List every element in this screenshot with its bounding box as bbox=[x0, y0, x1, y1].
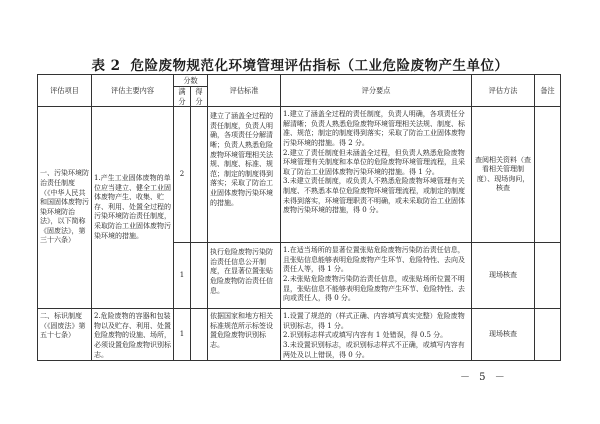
item-cell: 二、标识制度（《固废法》第五十七条） bbox=[38, 309, 92, 361]
got-score-cell bbox=[191, 309, 208, 361]
header-got-score: 得分 bbox=[191, 87, 208, 107]
full-score-cell: 2 bbox=[174, 107, 191, 243]
table-title bbox=[0, 54, 600, 74]
header-points: 评分要点 bbox=[281, 75, 472, 107]
content-cell: 2.危险废物的容器和包装物以及贮存、利用、处置危险废物的设施、场所，必须设置危险废物识别标志。 bbox=[92, 309, 174, 361]
standard-cell: 执行危险废物污染防治责任信息公开制度，在显著位置张贴危险废物防治责任信息。 bbox=[208, 243, 281, 309]
item-cell: 一、污染环境防治责任制度（《中华人民共和国固体废物污染环境防治法》，以下简称《固废法》，第三十六条） bbox=[38, 107, 92, 309]
header-score: 分数 bbox=[174, 75, 208, 87]
header-standard: 评估标准 bbox=[208, 75, 281, 107]
method-cell: 现场核查 bbox=[472, 243, 535, 309]
points-cell: 1.设置了规范的（样式正确、内容填写真实完整）危险废物识别标志，得 1 分。 2.识别标志样式或填写内容有 1 处错误，得 0.5 分。 3.未设置识别标志，或识别标志样式不正确，或填写内容有两处及以上错误，得 0 分。 bbox=[281, 309, 472, 361]
points-cell: 1.建立了涵盖全过程的责任制度，负责人明确，各项责任分解清晰；负责人熟悉危险废物环境管理相关法规、制度、标准、规范；制定的制度得到落实；采取了防治工业固体废物污染环境的措施。得 2 分。 2.建立了责任制度但未涵盖全过程，但负责人熟悉危险废物环境管理有关制度和本单位的危险废物环境管理流程，且采取了防治工业固体废物污染环境的措施。得 1 分。 3.未建立责任制度，或负责人不熟悉危险废物环境管理有关制度、不熟悉本单位危险废物环境管理流程，或制定的制度未得到落实，环境管理职责不明确，或未采取防治工业固体废物污染环境的措施，得 0 分。 bbox=[281, 107, 472, 243]
full-score-cell: 1 bbox=[174, 243, 191, 309]
table-row bbox=[38, 107, 561, 243]
got-score-cell bbox=[191, 107, 208, 243]
header-method: 评估方法 bbox=[472, 75, 535, 107]
method-cell: 现场核查 bbox=[472, 309, 535, 361]
header-content: 评估主要内容 bbox=[92, 75, 174, 107]
header-item: 评估项目 bbox=[38, 75, 92, 107]
full-score-cell: 1 bbox=[174, 309, 191, 361]
content-cell: 1.产生工业固体废物的单位应当建立、健全工业固体废物产生、收集、贮存、利用、处置全过程的污染环境防治责任制度，采取防治工业固体废物污染环境的措施。 bbox=[92, 107, 174, 309]
points-cell: 1.在适当场所的显著位置张贴危险废物污染防治责任信息，且张贴信息能够表明危险废物产生环节、危险特性、去向及责任人等，得 1 分。 2.未张贴危险废物污染防治责任信息，或张贴场所位置不明显，张贴信息不能够表明危险废物产生环节、危险特性、去向或责任人，得 0 分。 bbox=[281, 243, 472, 309]
header-full-score: 满分 bbox=[174, 87, 191, 107]
method-cell: 查阅相关资料（查看相关管理制度）、现场询问，核查 bbox=[472, 107, 535, 243]
page-number: － 5 － bbox=[460, 372, 508, 383]
standard-cell: 依据国家和地方相关标准规范所示标签设置危险废物识别标志。 bbox=[208, 309, 281, 361]
note-cell bbox=[535, 309, 561, 361]
header-row bbox=[38, 75, 561, 87]
table-row bbox=[38, 309, 561, 361]
got-score-cell bbox=[191, 243, 208, 309]
note-cell bbox=[535, 243, 561, 309]
header-note: 备注 bbox=[535, 75, 561, 107]
assessment-table bbox=[37, 74, 561, 361]
standard-cell: 建立了涵盖全过程的责任制度，负责人明确，各项责任分解清晰；负责人熟悉危险废物环境管理相关法规、制度、标准、规范；制定的制度得到落实；采取了防治工业固体废物污染环境的措施。 bbox=[208, 107, 281, 243]
table-number: 表 2 bbox=[91, 58, 121, 74]
note-cell bbox=[535, 107, 561, 243]
table-title-text: 危险废物规范化环境管理评估指标（工业危险废物产生单位） bbox=[130, 58, 509, 74]
